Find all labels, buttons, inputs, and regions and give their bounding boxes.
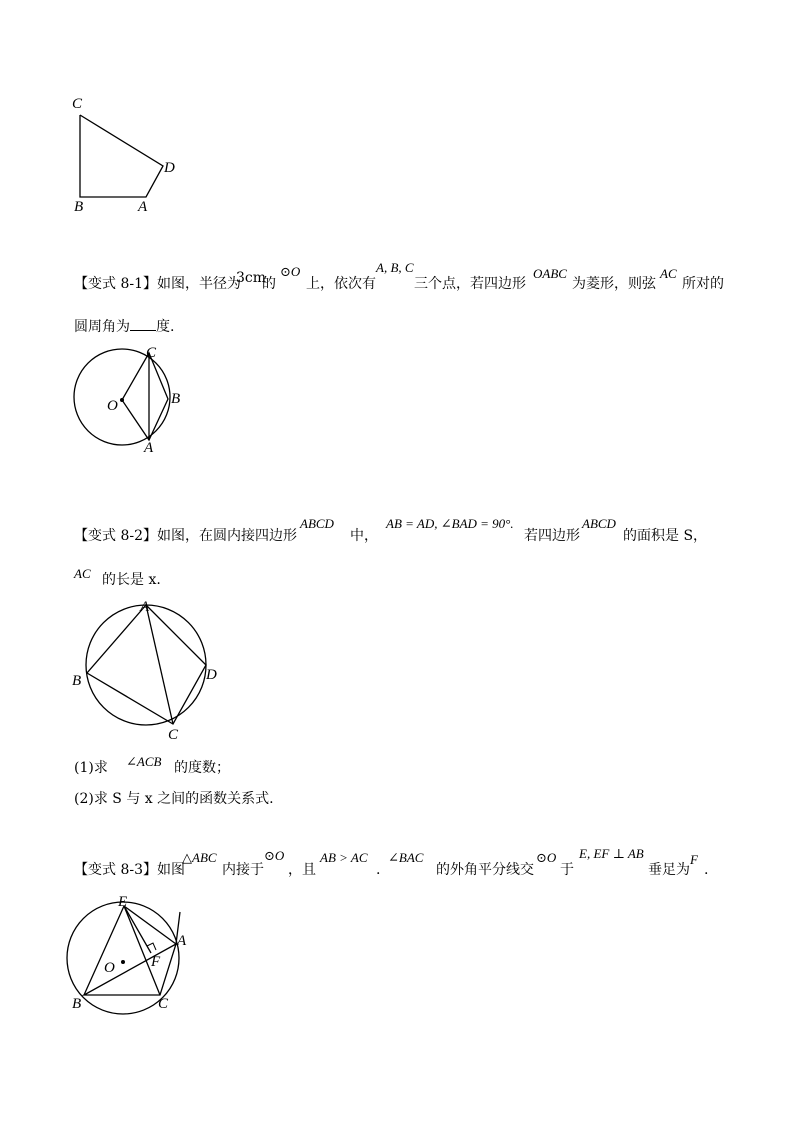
diagonal-ac <box>146 605 173 724</box>
p81-t2: 的 <box>262 276 276 292</box>
label-d: D <box>164 160 175 176</box>
p83-t1: 如图 <box>157 862 185 878</box>
p82-t2: 中， <box>350 528 378 544</box>
p82-tag: 【变式 8-2】 <box>74 528 157 544</box>
segment-ef <box>124 906 151 953</box>
p81-radius: 3cm <box>236 270 267 286</box>
p83-t3: ，且 <box>288 862 316 878</box>
p83-t6: 于 <box>560 862 574 878</box>
p81-line2 <box>74 316 174 337</box>
p83-circle2: ⊙O <box>536 850 557 865</box>
quadrilateral-outline <box>80 115 163 197</box>
p83-ang: ∠BAC <box>388 850 424 865</box>
answer-blank[interactable] <box>130 316 156 331</box>
label-e: E <box>118 894 128 910</box>
p83-ineq: AB > AC <box>320 850 368 865</box>
label-a: A <box>177 933 187 949</box>
label-b: B <box>171 391 181 407</box>
p81-l2b: 度. <box>156 319 175 335</box>
p82-q1m: ∠ACB <box>126 754 162 769</box>
p81-tag: 【变式 8-1】 <box>74 276 157 292</box>
p83-t2: 内接于 <box>222 862 264 878</box>
p83-t8: . <box>704 862 709 878</box>
p82-q1 <box>74 754 374 778</box>
p82-line1 <box>74 516 754 546</box>
p81-t5: 为菱形，则弦 <box>572 276 656 292</box>
p81-t1: 如图，半径为 <box>157 276 241 292</box>
p82-q1b: 的度数； <box>174 760 230 776</box>
p82-cond: AB = AD, ∠BAD = 90°. <box>386 516 514 531</box>
p83-circle: ⊙O <box>264 848 285 863</box>
segment-eb <box>84 906 124 995</box>
figure-quadrilateral <box>60 90 190 220</box>
p83-tag: 【变式 8-3】 <box>74 862 157 878</box>
label-d: D <box>206 667 217 683</box>
label-b: B <box>72 673 82 689</box>
circle <box>86 605 206 725</box>
p81-t3: 上，依次有 <box>306 276 376 292</box>
p81-line1 <box>74 260 754 294</box>
p82-t4: 的面积是 S， <box>623 528 708 544</box>
label-a: A <box>140 599 150 615</box>
p82-quad2: ABCD <box>582 516 616 531</box>
label-c: C <box>158 996 169 1012</box>
p82-q1a: (1)求 <box>74 760 108 776</box>
p81-chord: AC <box>660 266 677 281</box>
label-c: C <box>168 727 179 743</box>
p83-tri: △ABC <box>182 850 217 865</box>
p83-t4: . <box>376 862 381 878</box>
p81-t6: 所对的 <box>682 276 724 292</box>
label-c: C <box>146 345 157 361</box>
triangle-abc <box>84 944 176 995</box>
p82-ac: AC <box>74 566 91 581</box>
figure-rhombus-circle <box>60 335 200 460</box>
center-dot <box>121 960 125 964</box>
p81-circle: ⊙O <box>280 264 301 279</box>
p82-t3: 若四边形 <box>524 528 580 544</box>
p81-t4: 三个点，若四边形 <box>414 276 526 292</box>
p82-t5: 的长是 x. <box>102 572 161 588</box>
label-c: C <box>72 96 83 112</box>
p81-l2a: 圆周角为 <box>74 319 130 335</box>
rhombus-oabc <box>122 353 168 440</box>
label-o: O <box>104 960 115 976</box>
p81-quad: OABC <box>533 266 567 281</box>
p83-t5: 的外角平分线交 <box>436 862 534 878</box>
figure-inscribed-triangle <box>60 890 200 1020</box>
label-o: O <box>107 398 118 414</box>
figure-cyclic-quadrilateral <box>60 593 230 745</box>
label-b: B <box>72 996 82 1012</box>
p83-foot: F <box>690 852 698 867</box>
label-b: B <box>74 199 84 215</box>
p83-perp: E, EF ⊥ AB <box>579 846 644 861</box>
circle-o <box>74 349 170 445</box>
p81-points: A, B, C <box>376 260 414 275</box>
p82-quad: ABCD <box>300 516 334 531</box>
center-dot <box>120 398 124 402</box>
label-f: F <box>151 954 161 970</box>
p82-t1: 如图，在圆内接四边形 <box>157 528 297 544</box>
label-a: A <box>144 440 154 456</box>
label-a: A <box>138 199 148 215</box>
p83-t7: 垂足为 <box>648 862 690 878</box>
p82-q2: (2)求 S 与 x 之间的函数关系式. <box>74 791 274 807</box>
problem-8-3 <box>74 846 754 880</box>
